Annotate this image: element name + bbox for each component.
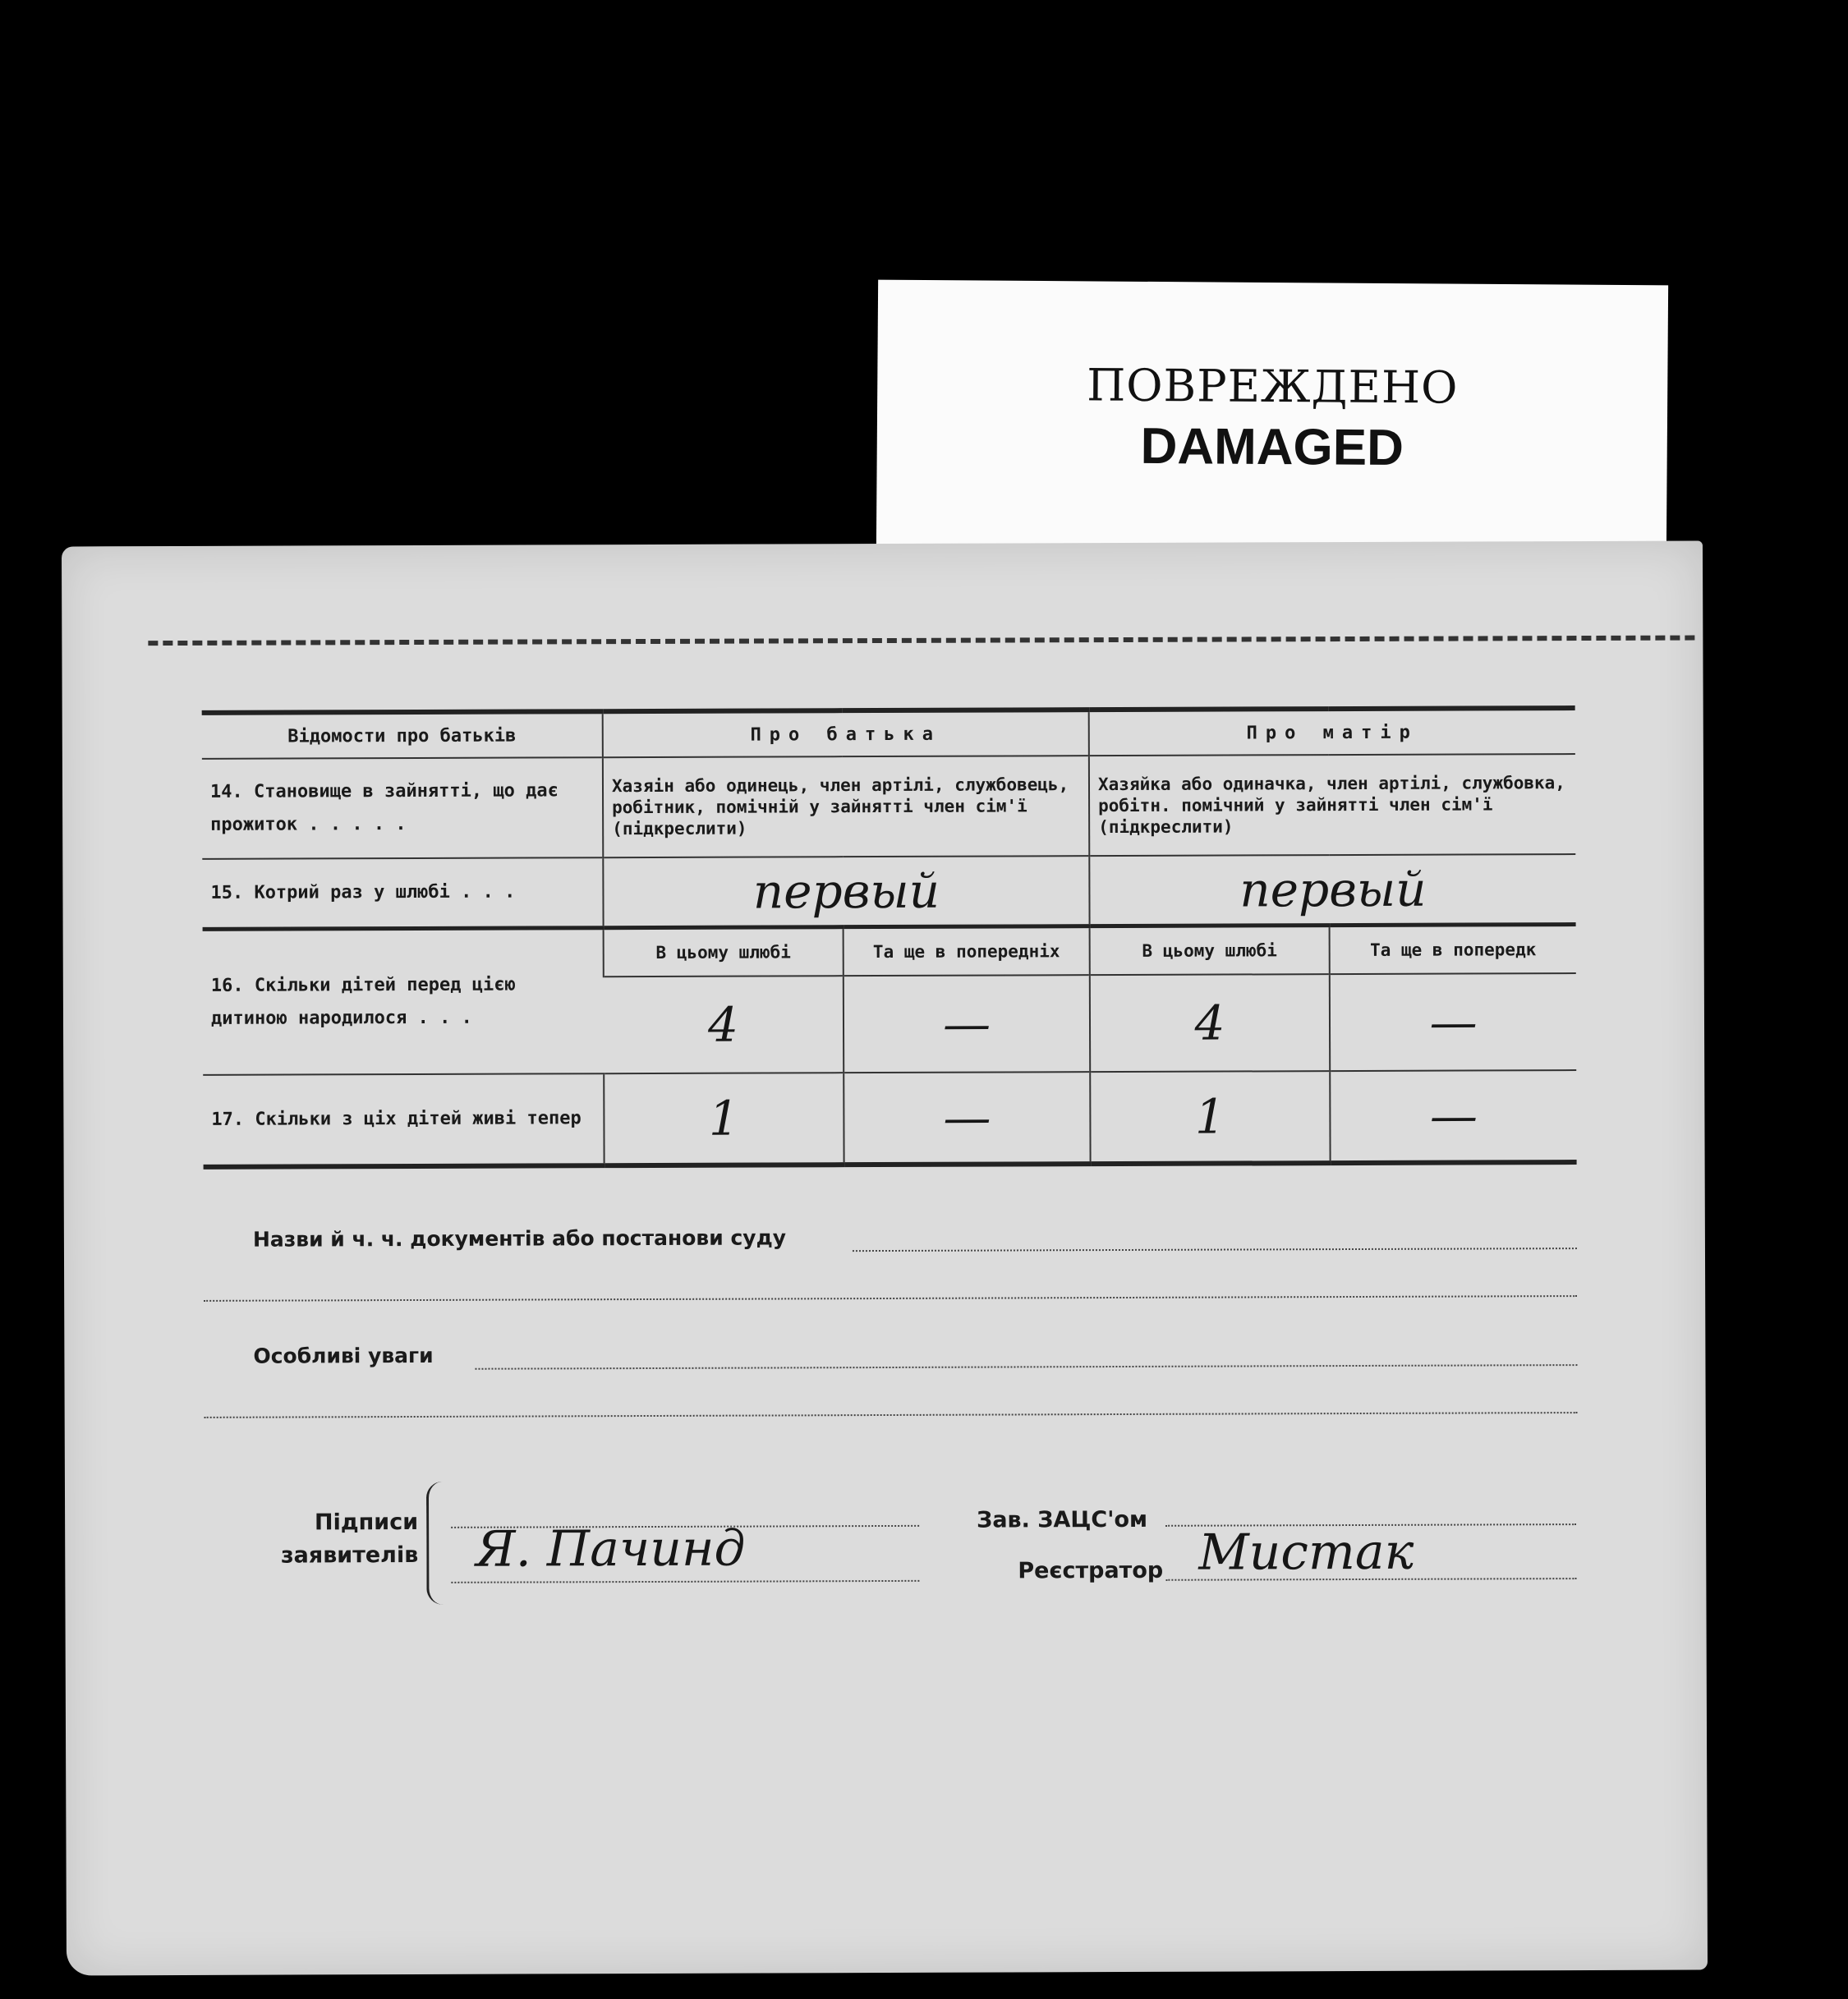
father-children-alive-this: 1 xyxy=(604,1073,844,1165)
applicants-signatures-label xyxy=(254,1506,418,1573)
mother-children-alive-this: 1 xyxy=(1090,1071,1330,1164)
father-occupation-options: Хазяін або одинець, член артілі, службовець, робітник, помічній у зайнятті член сім'ї (підкреслити) xyxy=(603,756,1089,857)
header-mother: Про матір xyxy=(1089,708,1575,756)
head-zags-label: Зав. ЗАЦС'ом xyxy=(977,1506,1148,1533)
table-header-row xyxy=(202,708,1575,759)
mother-occupation-options: Хазяйка або одиначка, член артілі, службовка, робітн. помічний у зайнятті член сім'ї (підкреслити) xyxy=(1089,754,1575,856)
question-16: 16. Скільки дітей перед цією дитиною народилося . . . xyxy=(203,928,605,1075)
applicants-brace xyxy=(426,1482,446,1605)
subheader-father-this-marriage: В цьому шлюбі xyxy=(604,927,844,977)
question-17: 17. Скільки з ціх дітей живі тепер xyxy=(203,1073,604,1167)
documents-label: Назви й ч. ч. документів або постанови суду xyxy=(252,1225,787,1252)
mother-children-born-previous: — xyxy=(1330,973,1576,1071)
applicants-label-line-1: Підписи xyxy=(314,1509,419,1536)
applicant-signature-line-2 xyxy=(451,1580,919,1583)
notes-dotted-line xyxy=(475,1364,1577,1370)
notes-dotted-line-2 xyxy=(205,1412,1578,1418)
table-row-17 xyxy=(203,1070,1576,1167)
table-row-15 xyxy=(202,854,1575,929)
notes-label: Особливі уваги xyxy=(253,1343,434,1368)
father-children-born-previous: — xyxy=(844,975,1090,1073)
table-row-14 xyxy=(202,754,1575,859)
father-children-alive-previous: — xyxy=(844,1072,1090,1165)
table-subheader-row xyxy=(203,925,1576,978)
mother-children-born-this: 4 xyxy=(1090,974,1330,1072)
subheader-mother-previous: Та ще в попередк xyxy=(1330,925,1576,975)
registrar-signature: Мистак xyxy=(1198,1523,1414,1582)
applicant-signature: Я. Пачинд xyxy=(476,1519,746,1579)
documents-dotted-line xyxy=(853,1248,1577,1252)
mother-marriage-number: первый xyxy=(1089,854,1575,926)
mother-children-alive-previous: — xyxy=(1330,1070,1576,1163)
question-14: 14. Становище в зайнятті, що дає прожиток . . . . . xyxy=(202,757,603,859)
father-children-born-this: 4 xyxy=(604,976,844,1073)
header-parents-info: Відомости про батьків xyxy=(202,711,603,759)
perforation-line xyxy=(148,636,1694,646)
subheader-father-previous: Та ще в попередніх xyxy=(844,926,1090,977)
father-marriage-number: первый xyxy=(603,856,1089,928)
damaged-label-en: DAMAGED xyxy=(1140,417,1404,477)
documents-field xyxy=(204,1223,1577,1261)
applicants-label-line-2: заявителів xyxy=(280,1542,419,1569)
subheader-mother-this-marriage: В цьому шлюбі xyxy=(1090,926,1330,976)
form-page xyxy=(62,541,1708,1976)
notes-field xyxy=(204,1340,1577,1377)
damaged-label-card xyxy=(876,280,1668,557)
registrar-label: Реєстратор xyxy=(1018,1557,1164,1584)
question-15: 15. Котрий раз у шлюбі . . . xyxy=(202,857,603,929)
documents-dotted-line-2 xyxy=(204,1295,1577,1302)
damaged-label-ru: ПОВРЕЖДЕНО xyxy=(1086,359,1459,414)
header-father: Про батька xyxy=(603,710,1089,757)
parents-info-table xyxy=(202,705,1577,1170)
